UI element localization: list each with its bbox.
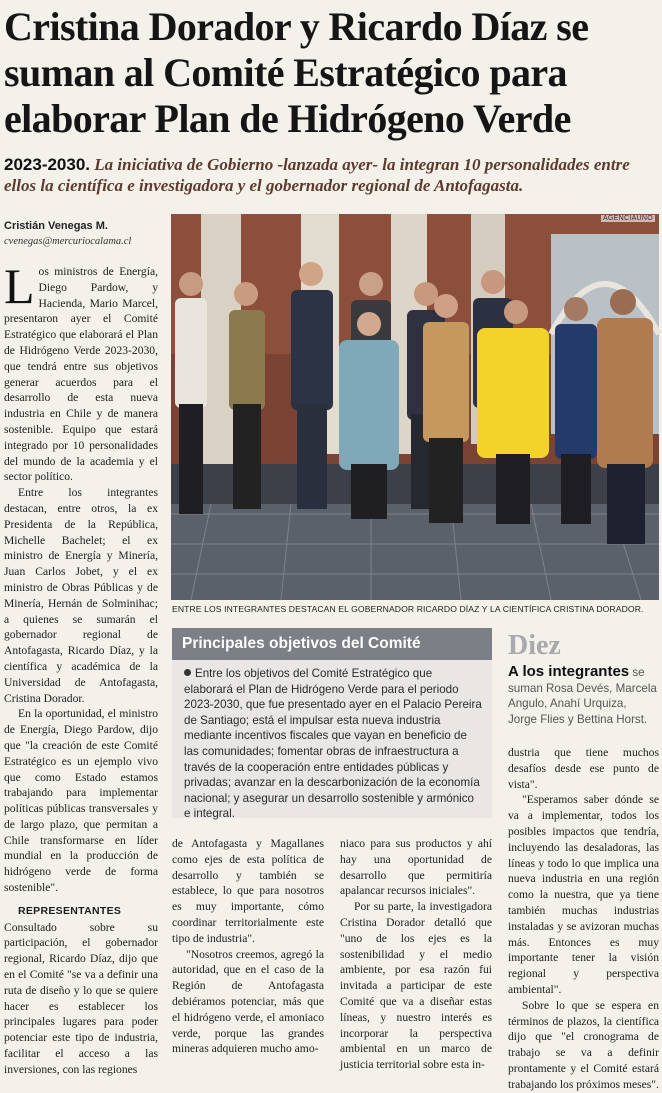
column-2 — [172, 836, 324, 1057]
column-4 — [508, 745, 659, 1093]
author: Cristián Venegas M. — [4, 220, 108, 232]
paragraph: Sobre lo que se espera en términos de plazos, la científica dijo que "el cronograma de trabajo se va a definir prontamente y el Comité estará trabajando los próximos meses". — [508, 998, 659, 1091]
paragraph: Por su parte, la investigadora Cristina Dorador detalló que "uno de los ejes es la sostenibilidad y el medio ambiente, por esa razón fui invitada a participar de este Comité que va a diseñar estas líneas, y nuestro interés es incorporar la perspectiva ambiental en un marco de justicia territorial sobre esta in- — [340, 900, 492, 1072]
paragraph: de Antofagasta y Magallanes como ejes de esta política de desarrollo y también se establece, lo que para nosotros es muy importante, cómo coordinar territorialmente este tipo de industria". — [172, 837, 324, 945]
bullet-icon — [184, 669, 191, 676]
objectives-box — [172, 628, 492, 821]
paragraph: "Esperamos saber dónde se va a implementar, todos los posibles impactos que tendría, incluyendo las desaladoras, las líneas y todo lo que implica una nueva industria en una región como la nuestra, que ya tiene también muchas industrias instaladas y se avizoran muchas más. Entonces es muy importante tener la visión regional y perspectiva ambiental". — [508, 793, 659, 996]
objectives-box-title: Principales objetivos del Comité — [172, 628, 492, 660]
paragraph: "Nosotros creemos, agregó la autoridad, que en el caso de la Región de Antofagasta debiéramos potenciar, más que el hidrógeno verde, el amoniaco verde, porque las grandes mineras adquieren mucho amo- — [172, 947, 324, 1056]
sidebar-text: A los integrantes se suman Rosa Devés, Marcela Angulo, Anahí Urquiza, Jorge Flies y Bettina Horst. — [508, 663, 657, 726]
author-email[interactable]: cvenegas@mercuriocalama.cl — [4, 236, 132, 247]
article-photo — [171, 214, 659, 600]
dropcap: L — [4, 258, 35, 314]
column-3 — [340, 836, 492, 1073]
paragraph: dustria que tiene muchos desafíos desde ese punto de vista". — [508, 746, 659, 791]
paragraph: Consultado sobre su participación, el gobernador regional, Ricardo Díaz, dijo que en el Comité "se va a definir una ruta de diseño y lo que se quiere hacer es establecer los principales lugares para poder potenciar este tipo de industria, facilitar el acceso a las inversiones, con las regiones — [4, 920, 158, 1076]
sidebar-number-word: Diez — [508, 630, 561, 661]
photo-credit: AGENCIAUNO — [602, 215, 653, 222]
photo-caption: ENTRE LOS INTEGRANTES DESTACAN EL GOBERNADOR RICARDO DÍAZ Y LA CIENTÍFICA CRISTINA DORADOR. — [172, 604, 644, 614]
paragraph: En la oportunidad, el ministro de Energía, Diego Pardow, dijo que "la creación de este Comité Estratégico es un ejemplo vivo que como Estado estamos trabajando para implementar políticas públicas transversales y de largo plazo, que permitan a Chile transformarse en líder mundial en la producción de hidrógeno verde de forma sostenible". — [4, 707, 158, 895]
paragraph: Los ministros de Energía, Diego Pardow, y Hacienda, Mario Marcel, presentaron ayer el Comité Estratégico que elaborará el Plan de Hidrógeno Verde 2023-2030, que tendrá entre sus objetivos generar acuerdos para el desarrollo de esta nueva industria en Chile y de manera sostenible. Equipo que estará integrado por 10 personalidades del mundo de la academia y el sector político. — [4, 258, 158, 484]
lead-text: La iniciativa de Gobierno -lanzada ayer- la integran 10 personalidades entre ellos la científica e investigadora y el gobernador regional de Antofagasta. — [4, 155, 630, 195]
paragraph: niaco para sus productos y ahí hay una oportunidad de desarrollo que permitiría apalancar recursos iniciales". — [340, 837, 492, 898]
lead-year: 2023-2030. — [4, 155, 91, 174]
objectives-box-body: Entre los objetivos del Comité Estratégico que elaborará el Plan de Hidrógeno Verde para el periodo 2023-2030, que fue presentado ayer en el Palacio Pereira de Santiago; está el impulsar esta nueva industria mediante incentivos fiscales que vayan en beneficio de las comunidades; fomentar obras de infraestructura a través de la cooperación entre entidades públicas y privadas; avanzar en la descarbonización de la economía nacional; y asegurar un desarrollo sostenible y armónico e integral. — [184, 667, 482, 821]
headline: Cristina Dorador y Ricardo Díaz se suman al Comité Estratégico para elaborar Plan de Hidrógeno Verde — [4, 4, 589, 141]
column-1 — [4, 258, 158, 1078]
lead — [4, 154, 658, 196]
photo-illustration — [171, 214, 659, 600]
paragraph: Entre los integrantes destacan, entre otros, la ex Presidenta de la República, Michelle Bachelet; el ex ministro de Energía y Minería, Juan Carlos Jobet, y el ex ministro de Obras Públicas y de Minería, Hernán de Solminihac; a quienes se sumarán el gobernador regional de Antofagasta, Ricardo Díaz, y la científica y académica de la Universidad de Antofagasta, Cristina Dorador. — [4, 486, 158, 705]
subhead: REPRESENTANTES — [18, 904, 122, 917]
